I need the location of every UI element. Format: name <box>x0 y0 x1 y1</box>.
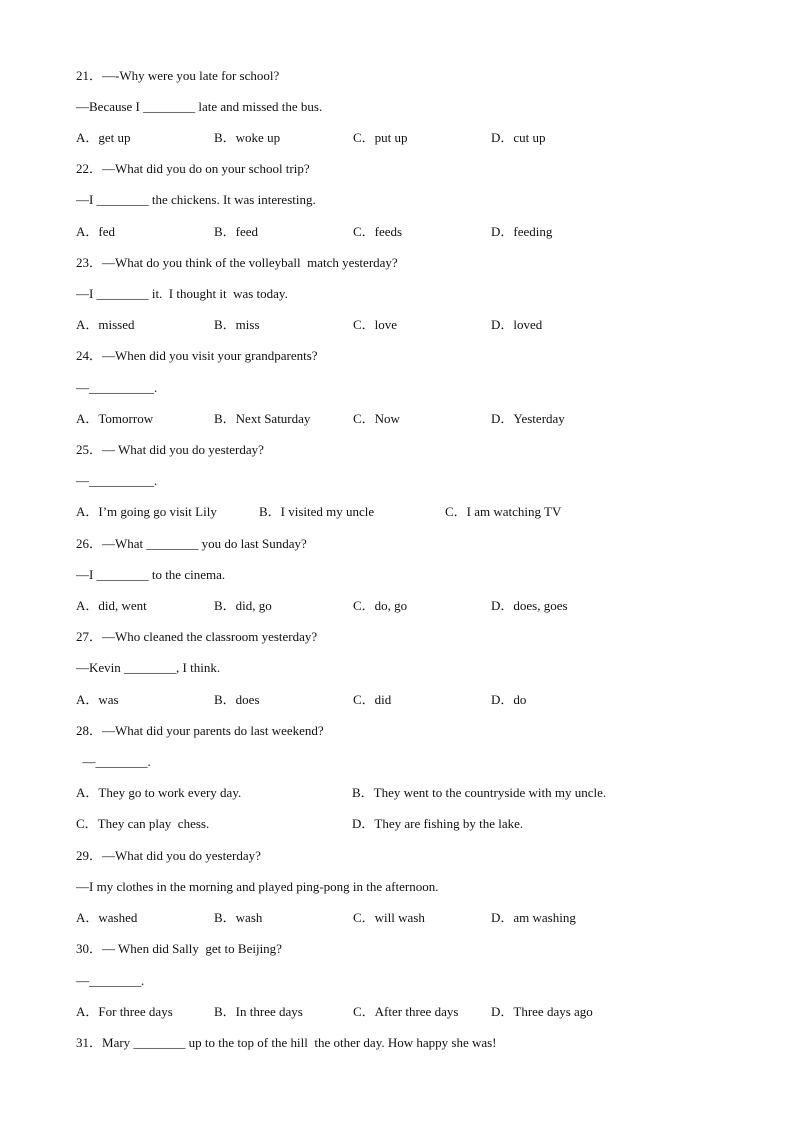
option-a[interactable] <box>76 909 137 927</box>
option-d[interactable] <box>352 815 523 833</box>
option-letter: A． <box>76 785 99 800</box>
option-b[interactable] <box>214 223 258 241</box>
option-b[interactable] <box>214 129 280 147</box>
option-d[interactable] <box>491 1003 593 1021</box>
option-letter: A． <box>76 317 99 332</box>
option-text: They can play chess. <box>97 816 210 831</box>
question-29-stem <box>76 847 261 865</box>
option-text: I’m going go visit Lily <box>98 504 217 519</box>
question-number: 27． <box>76 629 103 644</box>
option-a[interactable] <box>76 410 153 428</box>
option-letter: B． <box>214 910 236 925</box>
question-number: 28． <box>76 723 103 738</box>
question-27-stem <box>76 628 317 646</box>
question-text: Mary ________ up to the top of the hill the other day. How happy she was! <box>102 1035 497 1050</box>
question-text: —Who cleaned the classroom yesterday? <box>102 629 318 644</box>
question-text: —What did you do yesterday? <box>102 848 261 863</box>
option-b[interactable] <box>214 1003 303 1021</box>
option-a[interactable] <box>76 691 119 709</box>
question-24-stem <box>76 347 318 365</box>
question-text: — What did you do yesterday? <box>102 442 264 457</box>
question-text: — When did Sally get to Beijing? <box>102 941 282 956</box>
question-number: 29． <box>76 848 103 863</box>
option-text: I am watching TV <box>466 504 562 519</box>
option-d[interactable] <box>491 129 546 147</box>
option-letter: D． <box>491 130 514 145</box>
question-text: —When did you visit your grandparents? <box>102 348 318 363</box>
option-letter: D． <box>491 910 514 925</box>
option-letter: C． <box>353 910 375 925</box>
option-letter: C． <box>445 504 467 519</box>
question-24-answer-line: —__________. <box>76 380 158 395</box>
option-text: They go to work every day. <box>98 785 242 800</box>
question-23-stem <box>76 254 398 272</box>
question-22-answer-line: —I ________ the chickens. It was interesting. <box>76 192 316 207</box>
option-b[interactable] <box>214 410 310 428</box>
option-b[interactable] <box>214 691 260 709</box>
option-d[interactable] <box>491 909 576 927</box>
option-a[interactable] <box>76 1003 173 1021</box>
question-28-answer-line: —________. <box>76 754 151 769</box>
option-text: does, goes <box>513 598 568 613</box>
option-c[interactable] <box>353 1003 458 1021</box>
option-b[interactable] <box>214 909 262 927</box>
option-letter: C． <box>353 317 375 332</box>
option-text: loved <box>513 317 543 332</box>
option-c[interactable] <box>445 503 561 521</box>
option-b[interactable] <box>214 316 260 334</box>
question-21-stem <box>76 67 279 85</box>
option-text: I visited my uncle <box>280 504 375 519</box>
option-letter: D． <box>491 598 514 613</box>
option-text: Now <box>374 411 400 426</box>
option-text: does <box>235 692 260 707</box>
option-text: Yesterday <box>513 411 565 426</box>
option-text: do <box>513 692 527 707</box>
option-text: Tomorrow <box>98 411 154 426</box>
option-letter: B． <box>214 317 236 332</box>
option-text: did <box>374 692 392 707</box>
question-number: 24． <box>76 348 103 363</box>
option-c[interactable] <box>76 815 209 833</box>
option-letter: A． <box>76 692 99 707</box>
option-text: put up <box>374 130 408 145</box>
question-26-answer-line: —I ________ to the cinema. <box>76 567 226 582</box>
option-b[interactable] <box>352 784 606 802</box>
option-text: Three days ago <box>513 1004 593 1019</box>
question-28-stem <box>76 722 324 740</box>
option-text: They went to the countryside with my uncle. <box>373 785 607 800</box>
question-29-answer-line: —I my clothes in the morning and played ping-pong in the afternoon. <box>76 879 439 894</box>
option-d[interactable] <box>491 410 565 428</box>
option-b[interactable] <box>259 503 374 521</box>
question-number: 26． <box>76 536 103 551</box>
question-number: 30． <box>76 941 103 956</box>
option-text: was <box>98 692 119 707</box>
option-d[interactable] <box>491 597 568 615</box>
question-text: —-Why were you late for school? <box>102 68 280 83</box>
option-letter: B． <box>352 785 374 800</box>
option-letter: A． <box>76 910 99 925</box>
option-text: do, go <box>374 598 408 613</box>
option-letter: A． <box>76 1004 99 1019</box>
option-text: missed <box>98 317 135 332</box>
option-letter: D． <box>491 224 514 239</box>
option-text: feeding <box>513 224 553 239</box>
option-text: feed <box>235 224 259 239</box>
option-letter: D． <box>491 692 514 707</box>
option-a[interactable] <box>76 129 131 147</box>
option-letter: B． <box>259 504 281 519</box>
option-d[interactable] <box>491 316 542 334</box>
question-text: —What ________ you do last Sunday? <box>102 536 307 551</box>
option-text: get up <box>98 130 131 145</box>
option-text: did, went <box>98 598 147 613</box>
option-letter: C． <box>353 411 375 426</box>
question-number: 23． <box>76 255 103 270</box>
option-letter: B． <box>214 411 236 426</box>
option-letter: A． <box>76 411 99 426</box>
option-c[interactable] <box>353 129 408 147</box>
option-d[interactable] <box>491 691 526 709</box>
question-number: 25． <box>76 442 103 457</box>
option-c[interactable] <box>353 691 391 709</box>
option-text: love <box>374 317 398 332</box>
option-b[interactable] <box>214 597 272 615</box>
option-letter: B． <box>214 692 236 707</box>
option-letter: A． <box>76 504 99 519</box>
question-number: 22． <box>76 161 103 176</box>
option-text: For three days <box>98 1004 173 1019</box>
option-text: They are fishing by the lake. <box>374 816 524 831</box>
option-a[interactable] <box>76 597 147 615</box>
option-a[interactable] <box>76 316 135 334</box>
option-letter: D． <box>352 816 375 831</box>
option-text: woke up <box>235 130 281 145</box>
option-letter: C． <box>353 1004 375 1019</box>
option-letter: C． <box>353 598 375 613</box>
question-23-answer-line: —I ________ it. I thought it was today. <box>76 286 288 301</box>
question-number: 31． <box>76 1035 103 1050</box>
option-letter: C． <box>76 816 98 831</box>
option-text: wash <box>235 910 263 925</box>
question-text: —What did your parents do last weekend? <box>102 723 324 738</box>
option-letter: D． <box>491 411 514 426</box>
option-letter: A． <box>76 598 99 613</box>
option-text: In three days <box>235 1004 303 1019</box>
option-text: cut up <box>513 130 546 145</box>
option-letter: C． <box>353 130 375 145</box>
option-letter: C． <box>353 224 375 239</box>
option-text: feeds <box>374 224 403 239</box>
option-text: miss <box>235 317 260 332</box>
option-c[interactable] <box>353 410 400 428</box>
option-letter: D． <box>491 317 514 332</box>
question-26-stem <box>76 535 307 553</box>
option-letter: B． <box>214 130 236 145</box>
option-c[interactable] <box>353 597 407 615</box>
option-letter: A． <box>76 224 99 239</box>
question-25-stem <box>76 441 264 459</box>
question-text: —What did you do on your school trip? <box>102 161 310 176</box>
question-30-stem <box>76 940 282 958</box>
question-number: 21． <box>76 68 103 83</box>
question-21-answer-line: —Because I ________ late and missed the bus. <box>76 99 323 114</box>
option-c[interactable] <box>353 316 397 334</box>
option-text: will wash <box>374 910 425 925</box>
option-text: fed <box>98 224 115 239</box>
option-text: did, go <box>235 598 272 613</box>
question-text: —What do you think of the volleyball match yesterday? <box>102 255 398 270</box>
option-d[interactable] <box>491 223 552 241</box>
option-letter: B． <box>214 1004 236 1019</box>
option-a[interactable] <box>76 503 217 521</box>
option-text: After three days <box>374 1004 459 1019</box>
option-letter: B． <box>214 598 236 613</box>
question-27-answer-line: —Kevin ________, I think. <box>76 660 221 675</box>
option-letter: D． <box>491 1004 514 1019</box>
question-22-stem <box>76 160 310 178</box>
question-25-answer-line: —__________. <box>76 473 158 488</box>
option-letter: A． <box>76 130 99 145</box>
question-31-stem <box>76 1034 497 1052</box>
question-30-answer-line: —________. <box>76 973 145 988</box>
option-c[interactable] <box>353 223 402 241</box>
option-letter: C． <box>353 692 375 707</box>
option-letter: B． <box>214 224 236 239</box>
option-a[interactable] <box>76 784 241 802</box>
option-a[interactable] <box>76 223 115 241</box>
option-text: washed <box>98 910 138 925</box>
option-c[interactable] <box>353 909 425 927</box>
option-text: Next Saturday <box>235 411 311 426</box>
option-text: am washing <box>513 910 576 925</box>
